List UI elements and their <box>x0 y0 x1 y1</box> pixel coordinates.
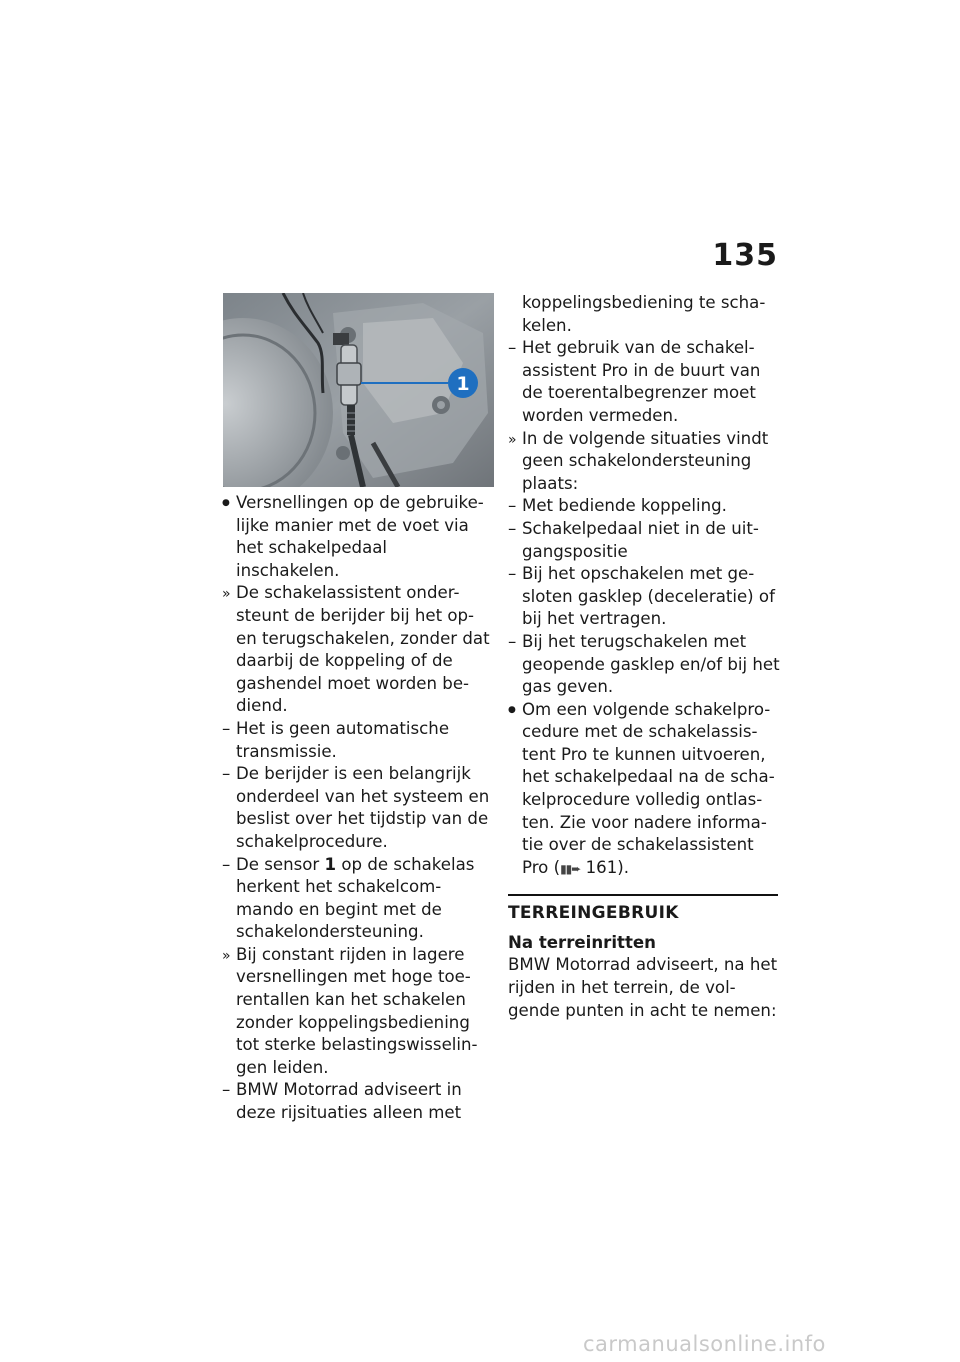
instruction-step: ● Om een volgende schakelpro-cedure met de schakelassis-tent Pro te kunnen uitvoeren, het schakelpedaal na de scha-kelprocedure volledig ontlas-ten. Zie voor nadere informa-tie over de schakelassistent Pro (▮▮➨ 161). <box>508 699 780 881</box>
page-ref-link[interactable]: 161). <box>580 857 630 877</box>
section-title: TERREINGEBRUIK <box>508 903 679 924</box>
dash-icon <box>508 563 522 586</box>
dash-icon <box>508 631 522 654</box>
subsection-title: Na terreinritten <box>508 933 656 953</box>
list-item: – De sensor 1 op de schakelas herkent het schakelcom-mando en begint met de schakelondersteuning. <box>222 854 494 944</box>
list-item: – Schakelpedaal niet in de uit-gangspositie <box>508 518 780 563</box>
list-item: – Het is geen automatische transmissie. <box>222 718 494 763</box>
callout-number: 1 <box>456 373 470 395</box>
result-item: » In de volgende situaties vindt geen schakelondersteuning plaats: <box>508 428 780 496</box>
result-item: » De schakelassistent onder-steunt de berijder bij het op-en terugschakelen, zonder dat daarbij de koppeling of de gashendel moet worden be-diend. <box>222 582 494 718</box>
dash-icon <box>222 1079 236 1102</box>
result-item: » Bij constant rijden in lagere versnellingen met hoge toe-rentallen kan het schakelen zonder koppelingsbediening tot sterke belastingswisselin-gen leiden. <box>222 944 494 1080</box>
dash-icon <box>508 337 522 360</box>
shift-sensor <box>337 363 361 385</box>
bullet-icon <box>508 699 522 725</box>
right-column <box>508 292 780 1022</box>
continued-text: koppelingsbediening te scha-kelen. <box>522 293 766 335</box>
sensor-ref-number: 1 <box>324 854 337 874</box>
list-item: – BMW Motorrad adviseert in deze rijsituaties alleen met <box>222 1079 494 1124</box>
watermark-text: carmanualsonline.info <box>583 1332 826 1356</box>
dash-icon <box>508 518 522 541</box>
body-paragraph: BMW Motorrad adviseert, na het rijden in het terrein, de vol-gende punten in acht te nemen: <box>508 955 778 1020</box>
engine-illustration <box>223 293 494 487</box>
page-number: 135 <box>712 238 778 273</box>
dash-icon <box>222 718 236 741</box>
bullet-icon <box>222 492 236 518</box>
result-arrow-icon <box>222 944 236 968</box>
result-arrow-icon <box>508 428 522 452</box>
list-item: – Bij het opschakelen met ge-sloten gasklep (deceleratie) of bij het vertragen. <box>508 563 780 631</box>
result-arrow-icon <box>222 582 236 606</box>
list-item: – Met bediende koppeling. <box>508 495 780 518</box>
instruction-step: ● Versnellingen op de gebruike-lijke manier met de voet via het schakelpedaal inschakelen. <box>222 492 494 582</box>
list-item: – De berijder is een belangrijk onderdeel van het systeem en beslist over het tijdstip van de schakelprocedure. <box>222 763 494 853</box>
list-item: – Bij het terugschakelen met geopende gasklep en/of bij het gas geven. <box>508 631 780 699</box>
left-column <box>222 492 494 1125</box>
dash-icon <box>508 495 522 518</box>
section-divider <box>508 894 778 896</box>
page-ref-arrow-icon: ▮▮➨ <box>560 861 581 876</box>
list-item: – Het gebruik van de schakel-assistent Pro in de buurt van de toerentalbegrenzer moet worden vermeden. <box>508 337 780 427</box>
dash-icon <box>222 763 236 786</box>
dash-icon <box>222 854 236 877</box>
shift-assistant-sensor-photo <box>223 293 494 487</box>
